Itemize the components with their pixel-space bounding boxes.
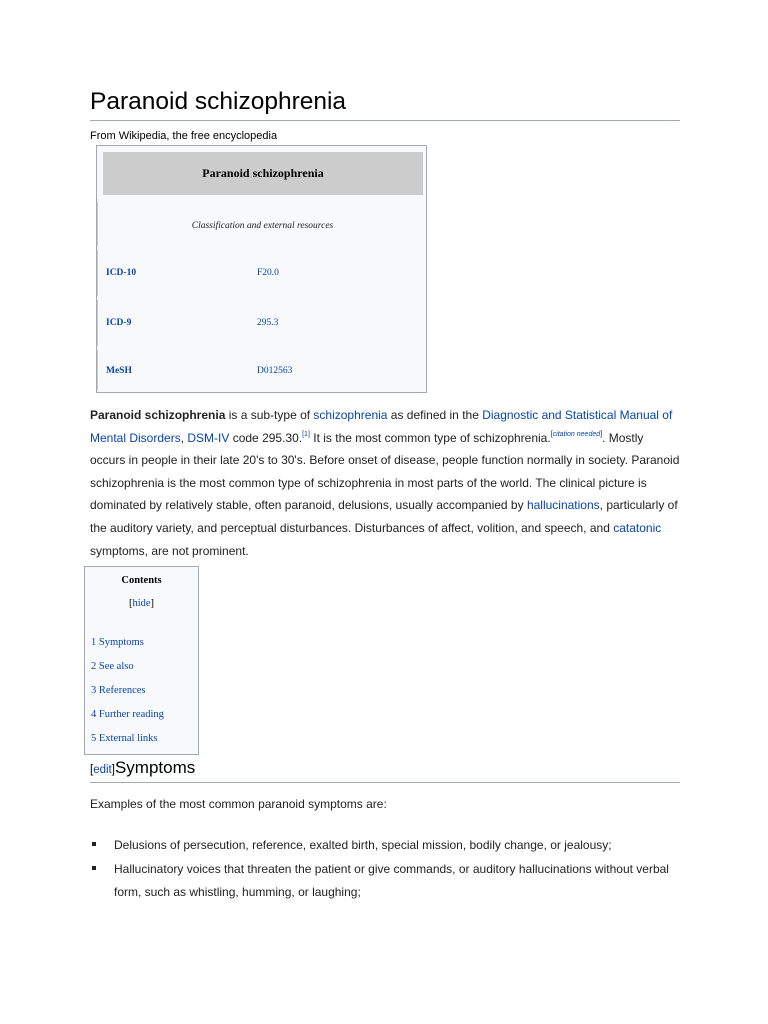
- edit-section: [90, 764, 115, 776]
- lead-text: It is the most common type of schizophrenia.: [309, 430, 551, 445]
- list-item-text: Hallucinatory voices that threaten the patient or give commands, or auditory hallucinations without verbal form, such as whistling, humming, or laughing;: [114, 862, 669, 899]
- lead-text: code 295.30.: [229, 430, 303, 445]
- toc-item-external-links[interactable]: 5 External links: [91, 733, 158, 744]
- toc-item-symptoms[interactable]: 1 Symptoms: [91, 637, 144, 648]
- toc-item-see-also[interactable]: 2 See also: [91, 661, 134, 672]
- tagline: From Wikipedia, the free encyclopedia: [90, 130, 278, 142]
- lead-text: , particularly of the auditory variety, and perceptual disturbances. Disturbances of affect, volition, and speech, and: [90, 498, 678, 535]
- reference-1-link[interactable]: [1]: [302, 430, 310, 438]
- infobox-divider: [97, 300, 98, 346]
- lead-paragraph: [90, 404, 680, 562]
- toc-title: Contents: [121, 575, 162, 586]
- section-divider: [90, 782, 680, 783]
- infobox-divider: [97, 250, 98, 296]
- catatonic-link[interactable]: catatonic: [613, 520, 662, 535]
- symptoms-list: [90, 834, 680, 905]
- list-item: [90, 858, 680, 904]
- bracket: ]: [111, 764, 115, 776]
- lead-text: as defined in the: [387, 408, 483, 422]
- page-title: Paranoid schizophrenia: [90, 88, 347, 115]
- edit-link[interactable]: edit: [93, 764, 112, 776]
- hallucinations-link[interactable]: hallucinations: [526, 498, 600, 513]
- mesh-value-link[interactable]: D012563: [257, 366, 293, 376]
- bracket: [: [550, 430, 553, 438]
- bracket: ]: [150, 598, 155, 609]
- lead-text: . Mostly occurs in people in their late 20's to 30's. Before onset of disease, people function normally in society. Paranoid schizophrenia is the most common type of schizophrenia in most parts of the world. The clinical picture is dominated by relatively stable, often paranoid, delusions, usually accompanied by: [90, 430, 680, 513]
- reference-1[interactable]: [302, 431, 310, 438]
- schizophrenia-link[interactable]: schizophrenia: [313, 408, 388, 422]
- section-title: Symptoms: [114, 758, 196, 777]
- lead-text: symptoms, are not prominent.: [90, 543, 249, 558]
- citation-needed-note: [551, 431, 602, 438]
- lead-text: is a sub-type of: [225, 408, 314, 422]
- mesh-link[interactable]: MeSH: [106, 366, 132, 376]
- bracket: [: [128, 598, 133, 609]
- lead-bold-term: Paranoid schizophrenia: [90, 408, 226, 422]
- bullet-square-icon: [92, 842, 96, 846]
- citation-needed-text: citation needed: [552, 430, 601, 438]
- symptoms-intro: Examples of the most common paranoid symptoms are:: [90, 797, 387, 811]
- bracket: [: [90, 764, 94, 776]
- title-divider: [90, 120, 680, 121]
- infobox-subheader: Classification and external resources: [191, 221, 334, 231]
- icd10-link[interactable]: ICD-10: [106, 268, 137, 278]
- toc-hide-toggle: [85, 598, 198, 609]
- bullet-square-icon: [92, 866, 96, 870]
- icd9-link[interactable]: ICD-9: [106, 318, 132, 328]
- dsm-link[interactable]: Diagnostic and Statistical Manual of Mental Disorders: [90, 408, 673, 445]
- toc-hide-link[interactable]: hide: [132, 598, 151, 609]
- toc-item-further-reading[interactable]: 4 Further reading: [91, 709, 164, 720]
- list-item: [90, 834, 680, 857]
- toc-item-references[interactable]: 3 References: [91, 685, 146, 696]
- dsm-iv-link[interactable]: DSM-IV: [187, 430, 230, 445]
- citation-needed-link[interactable]: [550, 430, 603, 438]
- table-of-contents: [84, 566, 199, 755]
- icd10-value-link[interactable]: F20.0: [257, 268, 279, 278]
- section-heading-symptoms: [90, 758, 195, 778]
- lead-text: ,: [180, 430, 188, 445]
- list-item-text: Delusions of persecution, reference, exalted birth, special mission, bodily change, or jealousy;: [114, 838, 612, 852]
- bracket: ]: [600, 430, 603, 438]
- infobox: [96, 145, 427, 393]
- icd9-value-link[interactable]: 295.3: [257, 318, 279, 328]
- infobox-header: Paranoid schizophrenia: [103, 152, 423, 195]
- infobox-divider: [97, 350, 98, 390]
